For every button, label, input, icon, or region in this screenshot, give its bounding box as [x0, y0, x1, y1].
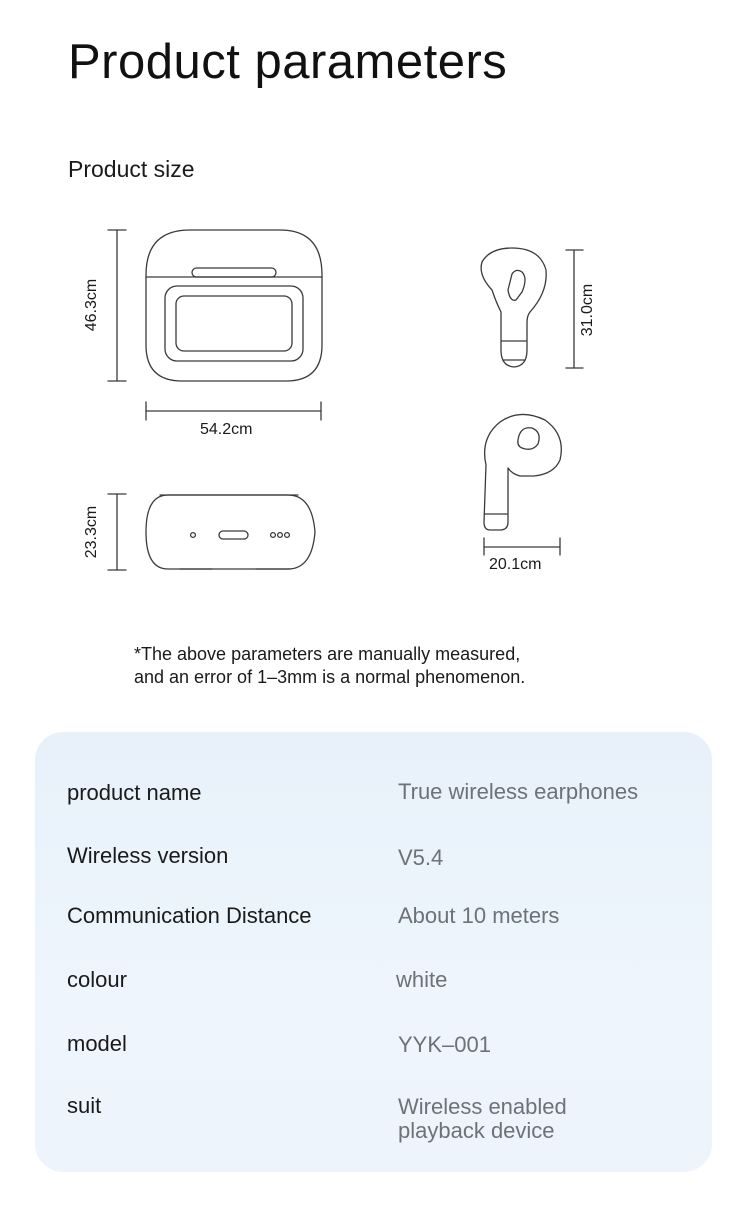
case-bottom-illustration [146, 495, 315, 569]
spec-value-wireless-version: V5.4 [398, 845, 444, 870]
spec-label-colour: colour [67, 967, 127, 992]
case-width-label: 54.2cm [200, 421, 253, 438]
case-depth-label: 23.3cm [83, 505, 101, 559]
case-depth-dimension-line [108, 494, 126, 570]
earbud-front-illustration [481, 248, 546, 367]
earbud-side-illustration [484, 414, 561, 530]
measurement-note [134, 643, 525, 689]
earbud-width-dimension-line [484, 538, 560, 555]
spec-value-product-name: True wireless earphones [398, 779, 639, 804]
spec-value-suit: Wireless enabled playback device [398, 1094, 567, 1143]
spec-label-product-name: product name [67, 780, 202, 805]
case-height-dimension-line [108, 230, 126, 381]
spec-label-wireless-version: Wireless version [67, 843, 229, 868]
spec-label-communication-distance: Communication Distance [67, 903, 312, 928]
earbud-height-label: 31.0cm [579, 283, 597, 337]
note-line-2: and an error of 1–3mm is a normal phenomenon. [134, 667, 526, 687]
spec-value-colour: white [396, 967, 448, 992]
page-title: Product parameters [68, 35, 508, 89]
spec-label-model: model [67, 1031, 127, 1056]
spec-value-model: YYK–001 [398, 1032, 491, 1057]
case-width-dimension-line [146, 402, 321, 420]
note-line-1: *The above parameters are manually measured, [134, 644, 521, 664]
case-front-illustration [146, 230, 322, 381]
earbud-width-label: 20.1cm [489, 556, 542, 573]
spec-value-communication-distance: About 10 meters [398, 903, 560, 928]
spec-label-suit: suit [67, 1093, 102, 1118]
section-title-product-size: Product size [68, 156, 195, 182]
case-height-label: 46.3cm [83, 278, 101, 332]
